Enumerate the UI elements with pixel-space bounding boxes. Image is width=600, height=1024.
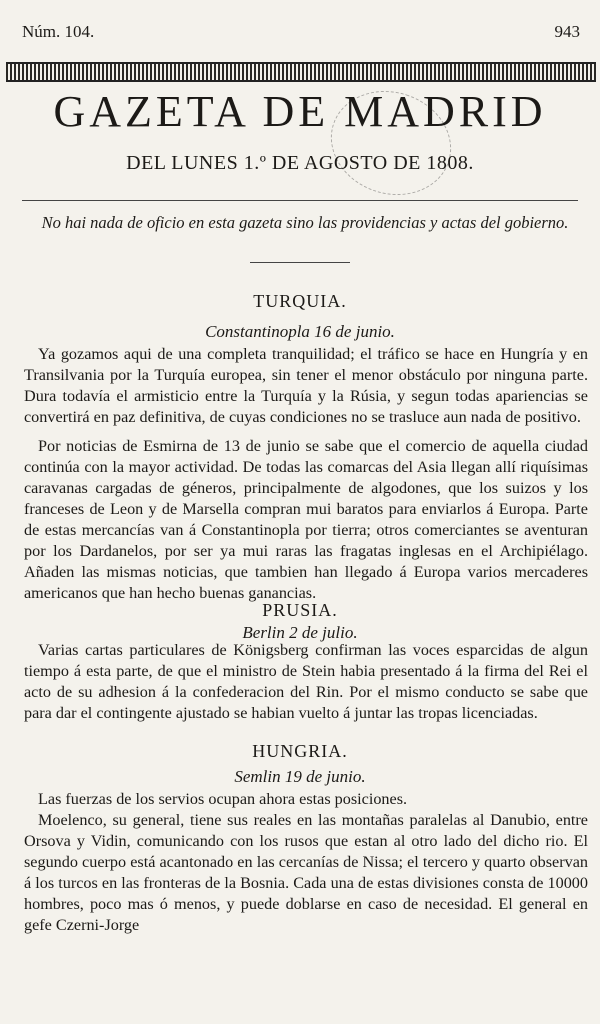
- section-dateline-hungria: Semlin 19 de junio.: [234, 767, 366, 786]
- section-dateline-turquia: Constantinopla 16 de junio.: [205, 322, 395, 341]
- article-paragraph: Las fuerzas de los servios ocupan ahora estas posiciones.: [38, 790, 408, 808]
- notice-text: No hai nada de oficio en esta gazeta sino las providencias y actas del gobierno.: [41, 213, 569, 232]
- section-title-turquia: TURQUIA.: [253, 291, 347, 311]
- divider: [250, 262, 350, 263]
- ornamental-rule: [6, 62, 596, 82]
- article-paragraph: Por noticias de Esmirna de 13 de junio se sabe que el comercio de aquella ciudad continúa con la mayor actividad. De todas las comarcas del Asia llegan allí riquísimas caravanas cargadas de géneros, principalmente de algodones, que los suizos y los franceses de Leon y de Marsella compran mui baratos para enviarlos á Europa. Parte de estas mercancías van á Constantinopla por tierra; otros comerciantes se aventuran por los Dardanelos, por ser ya mui raras las fragatas inglesas en el Archipiélago. Añaden las mismas noticias, que tambien han llegado á Europa varios mercaderes americanos que han hecho buenas ganancias.: [24, 437, 588, 602]
- masthead-title: GAZETA DE MADRID: [53, 87, 547, 136]
- issue-date: DEL LUNES 1.º DE AGOSTO DE 1808.: [126, 152, 474, 174]
- issue-number: Núm. 104.: [22, 22, 95, 41]
- divider: [22, 200, 578, 201]
- section-title-hungria: HUNGRIA.: [252, 741, 348, 761]
- section-title-prusia: PRUSIA.: [262, 600, 338, 620]
- article-paragraph: Ya gozamos aqui de una completa tranquilidad; el tráfico se hace en Hungría y en Transilvania por la Turquía europea, sin tener el menor obstáculo por ninguna parte. Dura todavía el armisticio entre la Turquía y la Rúsia, y segun todas apariencias se convertirá en paz definitiva, de cuyas condiciones no se trasluce aun nada de positivo.: [24, 345, 588, 426]
- article-paragraph: Varias cartas particulares de Königsberg confirman las voces esparcidas de algun tiempo á esta parte, de que el ministro de Stein habia presentado á la firma del Rei el acto de su adhesion á la confederacion del Rin. Por el mismo conducto se sabe que para dar el contingente ajustado se habian vuelto á juntar las tropas licenciadas.: [24, 641, 588, 722]
- page-number: 943: [554, 22, 580, 41]
- section-dateline-prusia: Berlin 2 de julio.: [242, 623, 358, 642]
- article-paragraph: Moelenco, su general, tiene sus reales en las montañas paralelas al Danubio, entre Orsova y Vidin, comunicando con los rusos que estan al otro lado del dicho rio. El segundo cuerpo está acantonado en las cercanías de Nissa; el tercero y quarto observan á los turcos en las fronteras de la Bosnia. Cada una de estas divisiones consta de 10000 hombres, poco mas ó menos, y puede doblarse en caso de necesidad. El general en gefe Czerni-Jorge: [24, 811, 588, 934]
- page-header: [22, 22, 580, 42]
